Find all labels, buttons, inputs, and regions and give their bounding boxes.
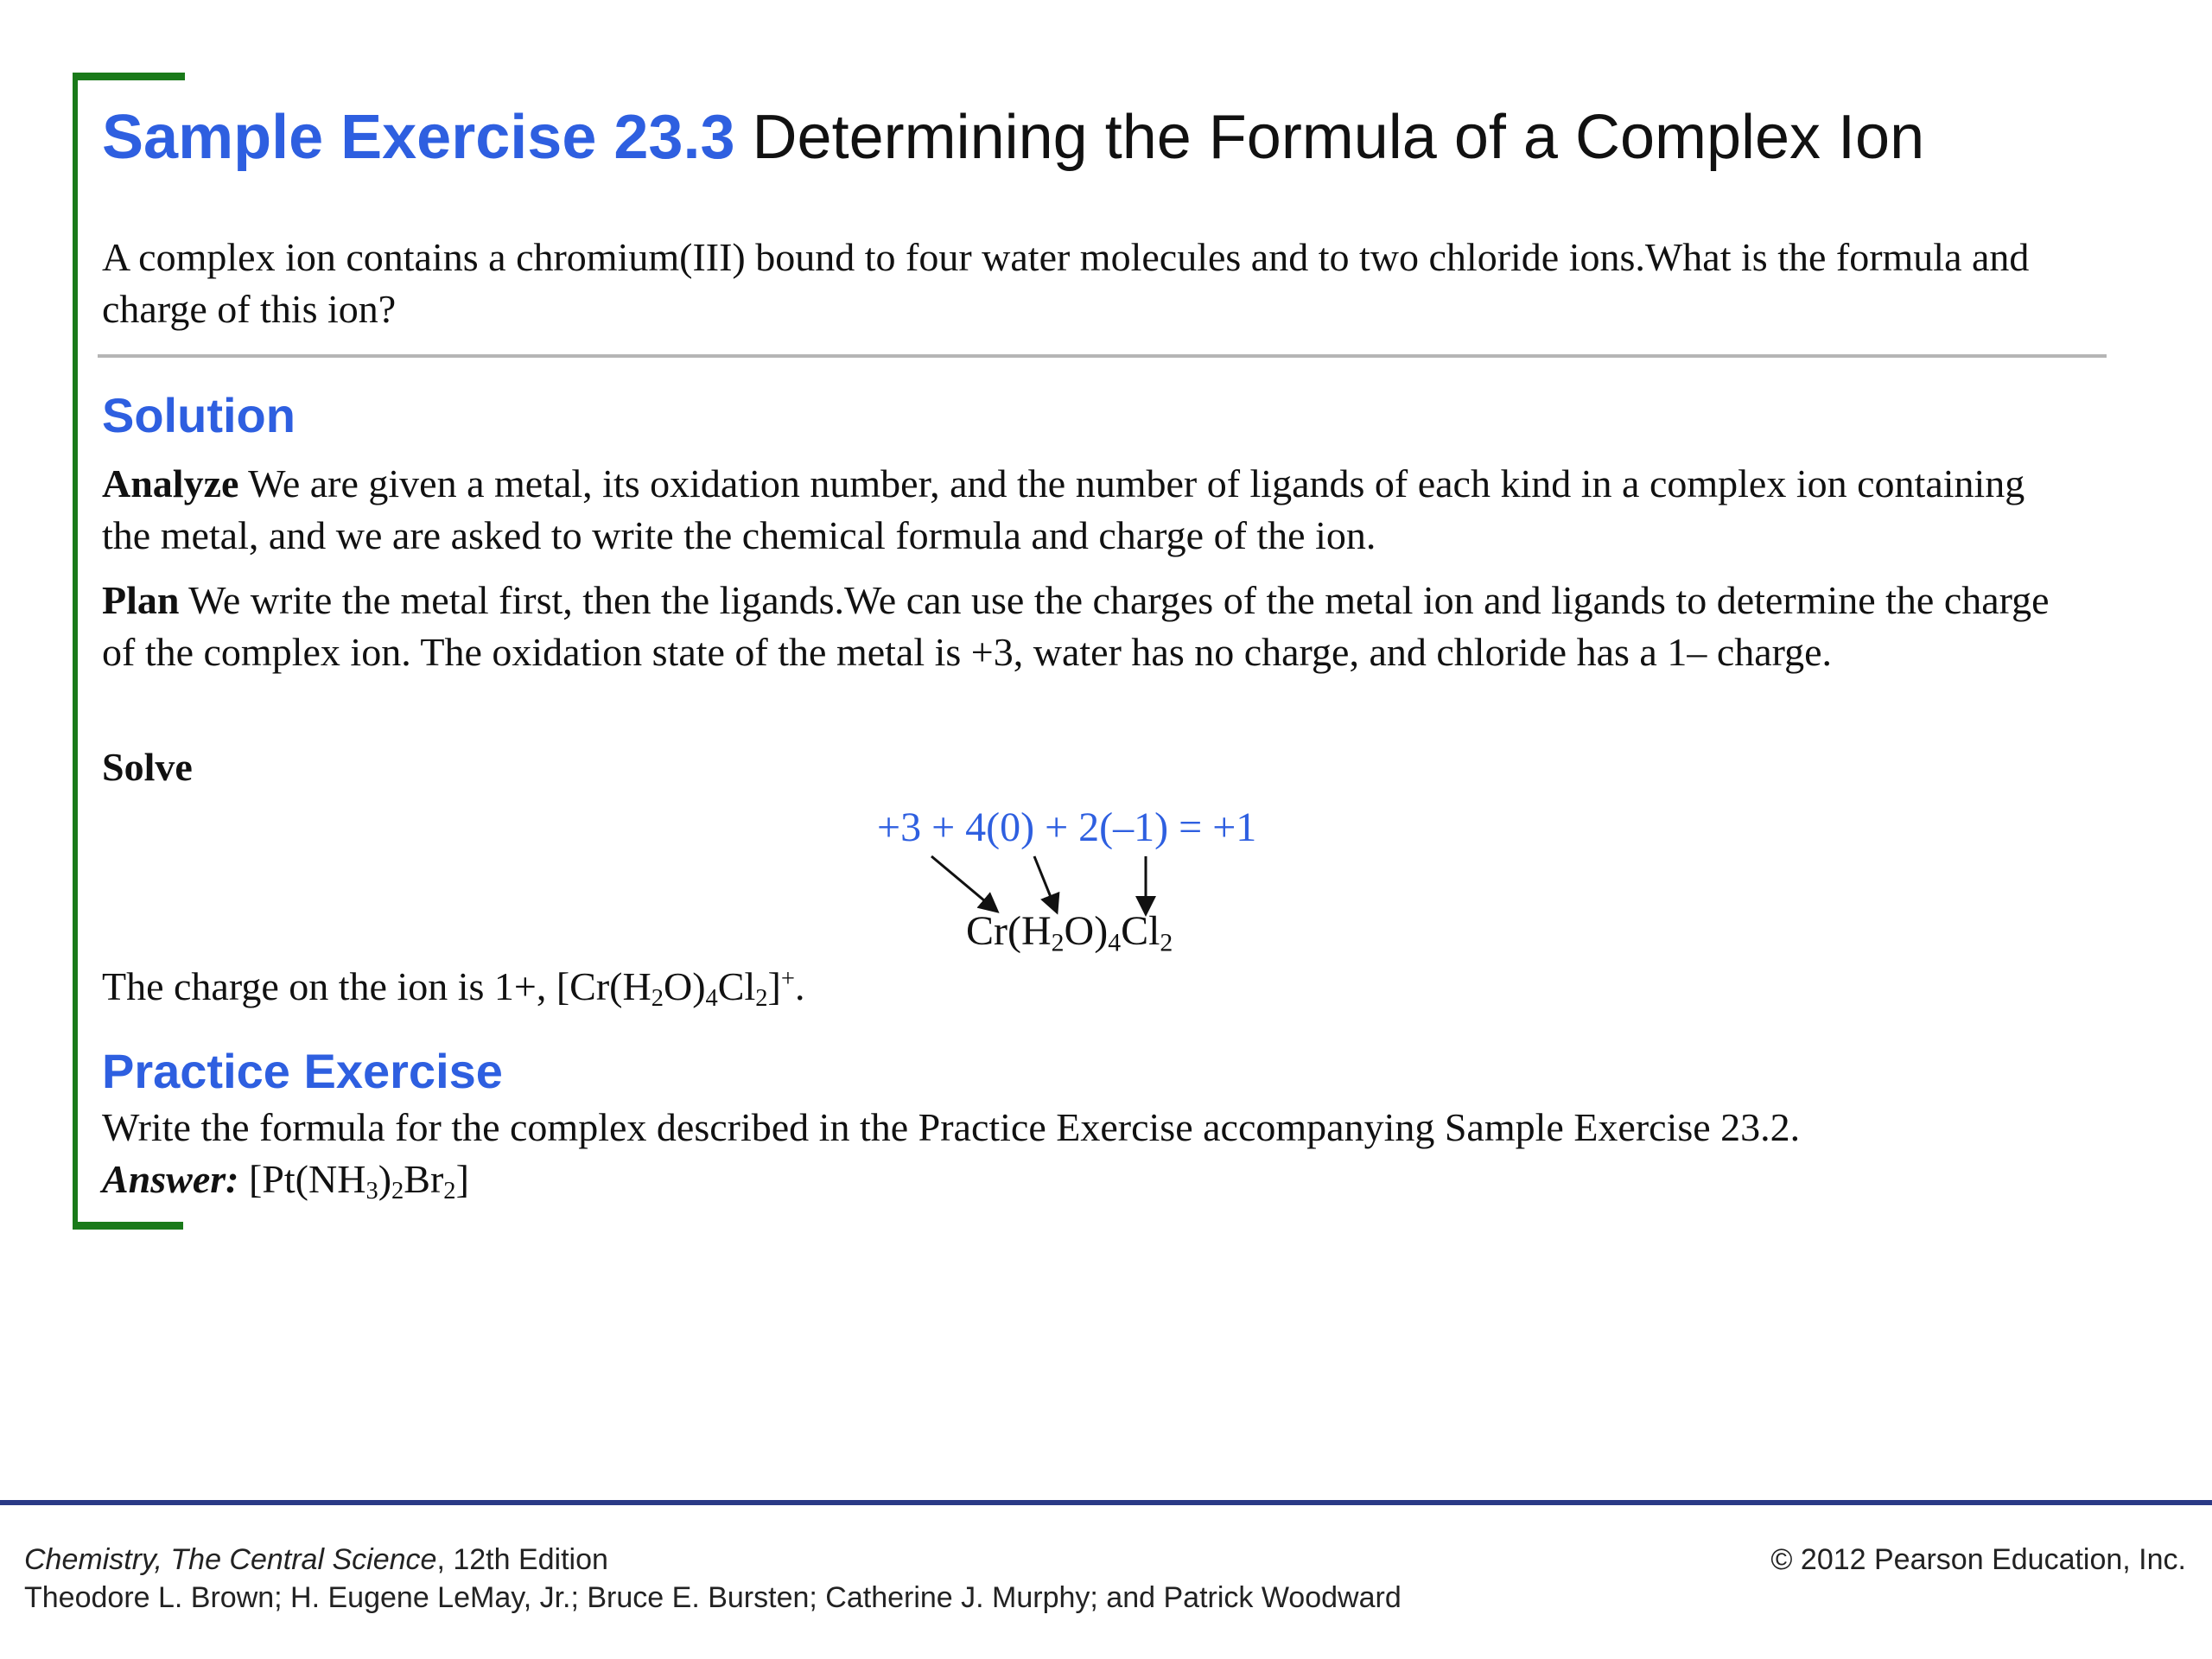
bracket-bottom bbox=[73, 1222, 183, 1230]
footer-book bbox=[24, 1543, 608, 1577]
arrow-1 bbox=[931, 856, 995, 910]
analyze-text: We are given a metal, its oxidation number, and the number of ligands of each kind in a complex ion containing the metal, and we are asked to write the chemical formula and charge of the ion. bbox=[102, 461, 2025, 557]
plan-paragraph bbox=[102, 575, 2072, 678]
complex-formula: $Cr(H_2O)_4Cl_2$ bbox=[966, 908, 1173, 957]
solve-label-line bbox=[102, 741, 2072, 793]
bracket-top bbox=[73, 73, 185, 80]
divider bbox=[98, 354, 2107, 358]
plan-label: Plan bbox=[102, 578, 180, 622]
answer-label: Answer: bbox=[102, 1157, 239, 1201]
title-rest: Determining the Formula of a Complex Ion bbox=[752, 103, 1925, 172]
footer-copyright: © 2012 Pearson Education, Inc. bbox=[1770, 1543, 2186, 1576]
left-bracket bbox=[73, 73, 78, 1229]
title-prefix: Sample Exercise 23.3 bbox=[102, 103, 735, 172]
page-title bbox=[102, 102, 1924, 174]
charge-statement: The charge on the ion is 1+, $[Cr(H_2O)_4Cl_2]^+$. bbox=[102, 964, 805, 1013]
analyze-paragraph bbox=[102, 458, 2072, 562]
footer-rule bbox=[0, 1500, 2212, 1505]
footer-edition: , 12th Edition bbox=[436, 1543, 608, 1576]
practice-text: Write the formula for the complex described in the Practice Exercise accompanying Sample Exercise 23.2. bbox=[102, 1105, 1801, 1149]
plan-text: We write the metal first, then the ligands.We can use the charges of the metal ion and ligands to determine the charge of the complex ion. The oxidation state of the metal is +3, water has no charge, and chloride has a 1– charge. bbox=[102, 578, 2050, 674]
solve-label: Solve bbox=[102, 745, 193, 789]
answer-line: Answer: $[Pt(NH_3)_2Br_2]$ bbox=[102, 1157, 469, 1205]
practice-heading: Practice Exercise bbox=[102, 1044, 503, 1098]
analyze-label: Analyze bbox=[102, 461, 239, 505]
arrow-2 bbox=[1034, 856, 1056, 910]
footer-book-title: Chemistry, The Central Science bbox=[24, 1543, 437, 1576]
footer-authors: Theodore L. Brown; H. Eugene LeMay, Jr.; Bruce E. Bursten; Catherine J. Murphy; and Patrick Woodward bbox=[24, 1581, 1402, 1614]
charge-equation: +3 + 4(0) + 2(–1) = +1 bbox=[877, 804, 1257, 850]
solution-heading: Solution bbox=[102, 388, 296, 442]
question-text: A complex ion contains a chromium(III) bound to four water molecules and to two chloride ions.What is the formula and charge of this ion? bbox=[102, 235, 2030, 331]
